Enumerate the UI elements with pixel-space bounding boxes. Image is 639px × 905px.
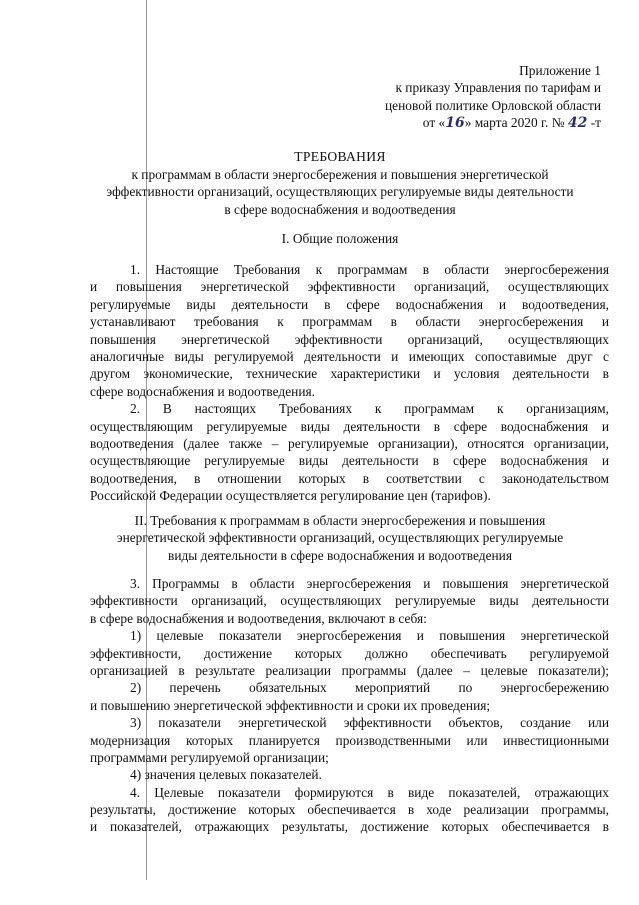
body-line: аналогичные виды регулируемой деятельности и имеющих сопоставимые друг с <box>90 348 609 364</box>
body-line: и повышения энергетической эффективности организаций, осуществляющих <box>90 279 609 295</box>
body-line: осуществляющим регулируемые виды деятельности в сфере водоснабжения и <box>90 418 609 434</box>
body-line: 3) показатели энергетической эффективности объектов, создание или <box>130 715 609 731</box>
body-line: 4. Целевые показатели формируются в виде показателей, отражающих <box>130 784 609 800</box>
body-line: 1) целевые показатели энергосбережения и повышения энергетической <box>130 628 609 644</box>
body-line: и повышению энергетической эффективности и сроки их проведения; <box>90 697 491 713</box>
body-line: Российской Федерации осуществляется регулирование цен (тарифов). <box>90 488 491 504</box>
subtitle-line: эффективности организаций, осуществляющих регулируемые виды деятельности <box>106 184 574 200</box>
body-line: программами регулируемой организации; <box>90 749 329 765</box>
section-1-heading: I. Общие положения <box>281 231 399 246</box>
section-2-heading-line: энергетической эффективности организаций, осуществляющих регулируемые <box>116 530 564 546</box>
document-title: ТРЕБОВАНИЯ <box>294 149 386 164</box>
body-line: 4) значения целевых показателей. <box>130 767 322 783</box>
appendix-line-2: к приказу Управления по тарифам и <box>395 80 601 96</box>
body-line: водоотведения, в отношении которых в соответствии с законодательством <box>90 470 609 486</box>
body-line: сфере водоснабжения и водоотведения. <box>90 383 316 399</box>
handwritten-doc-number: 42 <box>567 115 588 132</box>
appendix-date-line <box>385 114 601 132</box>
body-line: 2. В настоящих Требованиях к программам к организациям, <box>130 401 609 417</box>
body-line: результаты, достижение которых обеспечивается в ходе реализации программы, <box>90 802 609 818</box>
section-1-body <box>90 261 609 504</box>
subtitle-line: в сфере водоснабжения и водоотведения <box>224 201 456 217</box>
body-line: повышения энергетической эффективности организаций, осуществляющих <box>90 331 609 347</box>
body-line: организацией в результате реализации программы (далее – целевые показатели); <box>90 662 609 678</box>
body-line: 1. Настоящие Требования к программам в области энергосбережения <box>130 262 609 277</box>
body-line: модернизация которых планируется производственными или инвестиционными <box>90 732 609 748</box>
body-line: 2) перечень обязательных мероприятий по энергосбережению <box>130 680 609 696</box>
body-line: другом экономические, технические характеристики и условия деятельности в <box>90 366 609 382</box>
subtitle-line: к программам в области энергосбережения и повышения энергетической <box>131 167 549 182</box>
appendix-line-1: Приложение 1 <box>519 63 601 78</box>
section-2-heading-line: виды деятельности в сфере водоснабжения и водоотведения <box>168 547 512 563</box>
appendix-header <box>385 62 601 133</box>
section-2-body <box>90 575 609 836</box>
body-line: и показателей, отражающих результаты, достижение которых обеспечивается в <box>90 819 609 835</box>
date-suffix: -т <box>590 115 601 131</box>
handwritten-day: 16 <box>445 115 465 132</box>
date-prefix: от « <box>422 115 446 131</box>
body-line: устанавливают требования к программам в области энергосбережения и <box>90 314 609 330</box>
document-subtitle <box>80 166 600 218</box>
section-2-heading <box>80 512 600 564</box>
body-line: водоотведения (далее также – регулируемые организации), относятся организации, <box>90 435 609 451</box>
date-middle: » марта 2020 г. № <box>464 115 565 131</box>
body-line: осуществляющие регулируемые виды деятельности в сфере водоснабжения и <box>90 453 609 469</box>
body-line: эффективности организаций, осуществляющих регулируемые виды деятельности <box>90 593 609 609</box>
body-line: в сфере водоснабжения и водоотведения, включают в себя: <box>90 610 427 626</box>
body-line: эффективности, достижение которых должно обеспечивать регулируемой <box>90 645 609 661</box>
body-line: регулируемые виды деятельности в сфере водоснабжения и водоотведения, <box>90 296 609 312</box>
section-2-heading-line: II. Требования к программам в области энергосбережения и повышения <box>134 513 546 528</box>
appendix-line-3: ценовой политике Орловской области <box>385 97 601 113</box>
body-line: 3. Программы в области энергосбережения и повышения энергетической <box>130 576 609 591</box>
